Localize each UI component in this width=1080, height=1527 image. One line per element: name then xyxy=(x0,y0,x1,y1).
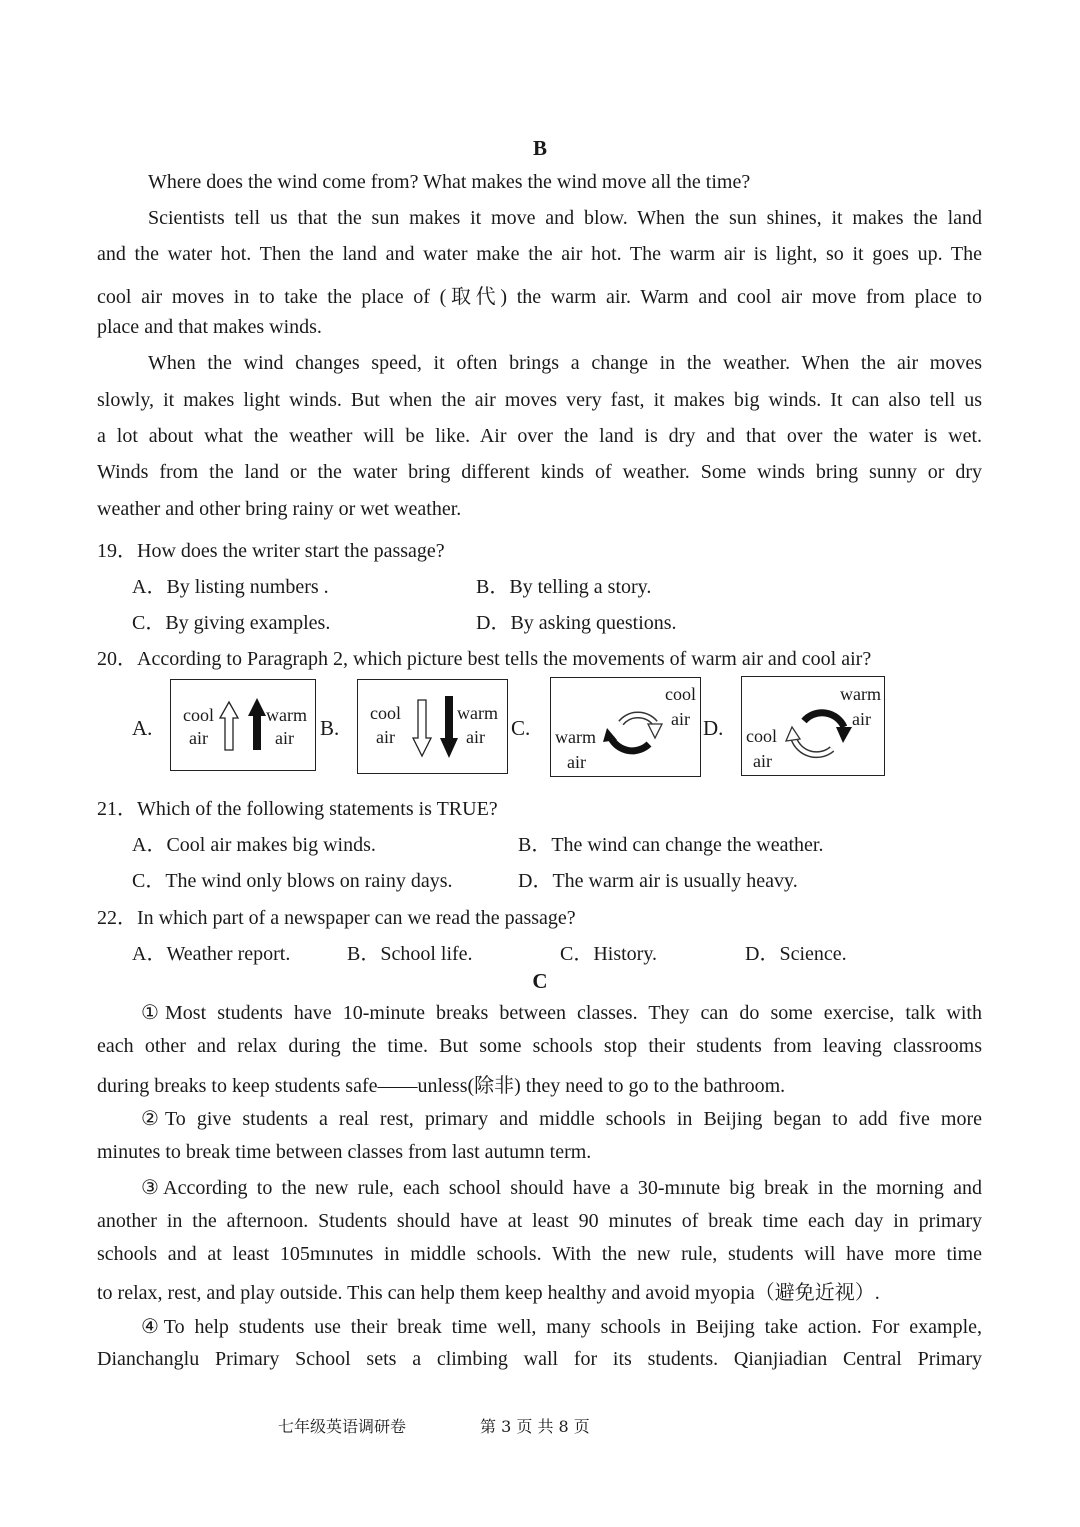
section-c-p3-line4: to relax, rest, and play outside. This can help them keep healthy and avoid myopia（避免近视）. xyxy=(97,1282,880,1304)
q22-stem: 22．In which part of a newspaper can we read the passage? xyxy=(97,907,576,929)
q19-stem: 19．How does the writer start the passage? xyxy=(97,540,445,562)
picture-a-label1-word1: cool xyxy=(183,705,214,725)
q20-picture-b[interactable] xyxy=(357,679,508,774)
picture-c-label1-word1: cool xyxy=(665,684,696,704)
picture-a-label2-word1: warm xyxy=(266,705,307,725)
q21-option-d[interactable]: D．The warm air is usually heavy. xyxy=(518,870,798,892)
footer-title: 七年级英语调研卷 xyxy=(278,1417,407,1436)
q19-option-d[interactable]: D．By asking questions. xyxy=(476,612,677,634)
q21-stem: 21．Which of the following statements is TRUE? xyxy=(97,798,498,820)
q20-picture-d[interactable] xyxy=(741,676,885,776)
picture-d-label1-word2: air xyxy=(852,709,871,729)
q20-option-c-letter[interactable]: C. xyxy=(511,716,531,740)
q19-option-c[interactable]: C．By giving examples. xyxy=(132,612,331,634)
q19-option-b[interactable]: B．By telling a story. xyxy=(476,576,652,598)
q20-picture-c[interactable] xyxy=(550,677,701,777)
section-b-p3-line5: weather and other bring rainy or wet weather. xyxy=(97,498,462,520)
q21-option-c[interactable]: C．The wind only blows on rainy days. xyxy=(132,870,453,892)
picture-d-label2-word1: cool xyxy=(746,726,777,746)
section-c-p3-line3: schools and at least 105mınutes in middle schools. With the new rule, students will have more time xyxy=(97,1243,982,1265)
section-b-p2-line2: and the water hot. Then the land and water make the air hot. The warm air is light, so it goes up. The xyxy=(97,243,982,265)
section-c-p3-line1: ③According to the new rule, each school should have a 30-mınute big break in the morning and xyxy=(141,1177,982,1199)
section-b-p3-line3: a lot about what the weather will be like. Air over the land is dry and that over the water is wet. xyxy=(97,425,982,447)
picture-d-label1-word1: warm xyxy=(840,684,881,704)
picture-b-label2-word2: air xyxy=(466,727,485,747)
q19-option-a[interactable]: A．By listing numbers . xyxy=(132,576,329,598)
section-c-p2-line1: ②To give students a real rest, primary and middle schools in Beijing began to add five more xyxy=(141,1108,982,1130)
q22-option-d[interactable]: D．Science. xyxy=(745,943,847,965)
section-c-p4-line1: ④To help students use their break time well, many schools in Beijing take action. For example, xyxy=(141,1316,982,1338)
section-b-intro: Where does the wind come from? What makes the wind move all the time? xyxy=(148,171,751,193)
section-c-p2-line2: minutes to break time between classes from last autumn term. xyxy=(97,1141,592,1163)
picture-c-label2-word1: warm xyxy=(555,727,596,747)
section-c-p3-line2: another in the afternoon. Students should have at least 90 minutes of break time each day in primary xyxy=(97,1210,982,1232)
q20-stem: 20．According to Paragraph 2, which picture best tells the movements of warm air and cool air? xyxy=(97,648,872,670)
section-b-p3-line4: Winds from the land or the water bring different kinds of weather. Some winds bring sunny or dry xyxy=(97,461,982,483)
picture-a-label2-word2: air xyxy=(275,728,294,748)
circular-arrows-reverse-icon xyxy=(742,677,886,777)
picture-b-label2-word1: warm xyxy=(457,703,498,723)
section-b-heading: B xyxy=(532,136,547,160)
q20-option-b-letter[interactable]: B. xyxy=(320,716,340,740)
section-b-p2-line4: place and that makes winds. xyxy=(97,316,322,338)
section-c-p1-line1: ①Most students have 10-minute breaks between classes. They can do some exercise, talk with xyxy=(141,1002,982,1024)
q20-option-d-letter[interactable]: D. xyxy=(703,716,724,740)
q22-option-b[interactable]: B．School life. xyxy=(347,943,473,965)
section-c-p1-line2: each other and relax during the time. But some schools stop their students from leaving classrooms xyxy=(97,1035,982,1057)
footer-page-number: 第 3 页 共 8 页 xyxy=(480,1417,590,1436)
picture-c-label1-word2: air xyxy=(671,709,690,729)
section-c-heading: C xyxy=(532,969,548,993)
q20-picture-a[interactable] xyxy=(170,679,316,771)
q21-option-a[interactable]: A．Cool air makes big winds. xyxy=(132,834,376,856)
q21-option-b[interactable]: B．The wind can change the weather. xyxy=(518,834,824,856)
picture-a-label1-word2: air xyxy=(189,728,208,748)
section-c-p4-line2: Dianchanglu Primary School sets a climbing wall for its students. Qianjiadian Central Primary xyxy=(97,1348,982,1370)
section-b-p2-line3: cool air moves in to take the place of (取代) the warm air. Warm and cool air move from place to xyxy=(97,286,982,308)
picture-b-label1-word2: air xyxy=(376,727,395,747)
picture-b-label1-word1: cool xyxy=(370,703,401,723)
picture-c-label2-word2: air xyxy=(567,752,586,772)
picture-d-label2-word2: air xyxy=(753,751,772,771)
circular-arrows-icon xyxy=(551,678,702,778)
section-b-p3-line2: slowly, it makes light winds. But when the air moves very fast, it makes big winds. It can also tell us xyxy=(97,389,982,411)
section-b-p3-line1: When the wind changes speed, it often brings a change in the weather. When the air moves xyxy=(148,352,982,374)
arrow-up-outline-and-solid-icon xyxy=(171,680,317,772)
q20-option-a-letter[interactable]: A. xyxy=(132,716,153,740)
q22-option-c[interactable]: C．History. xyxy=(560,943,658,965)
section-c-p1-line3: during breaks to keep students safe——unless(除非) they need to go to the bathroom. xyxy=(97,1075,786,1097)
section-b-p2-line1: Scientists tell us that the sun makes it move and blow. When the sun shines, it makes the land xyxy=(148,207,982,229)
arrow-down-outline-and-solid-icon xyxy=(358,680,509,775)
q22-option-a[interactable]: A．Weather report. xyxy=(132,943,291,965)
